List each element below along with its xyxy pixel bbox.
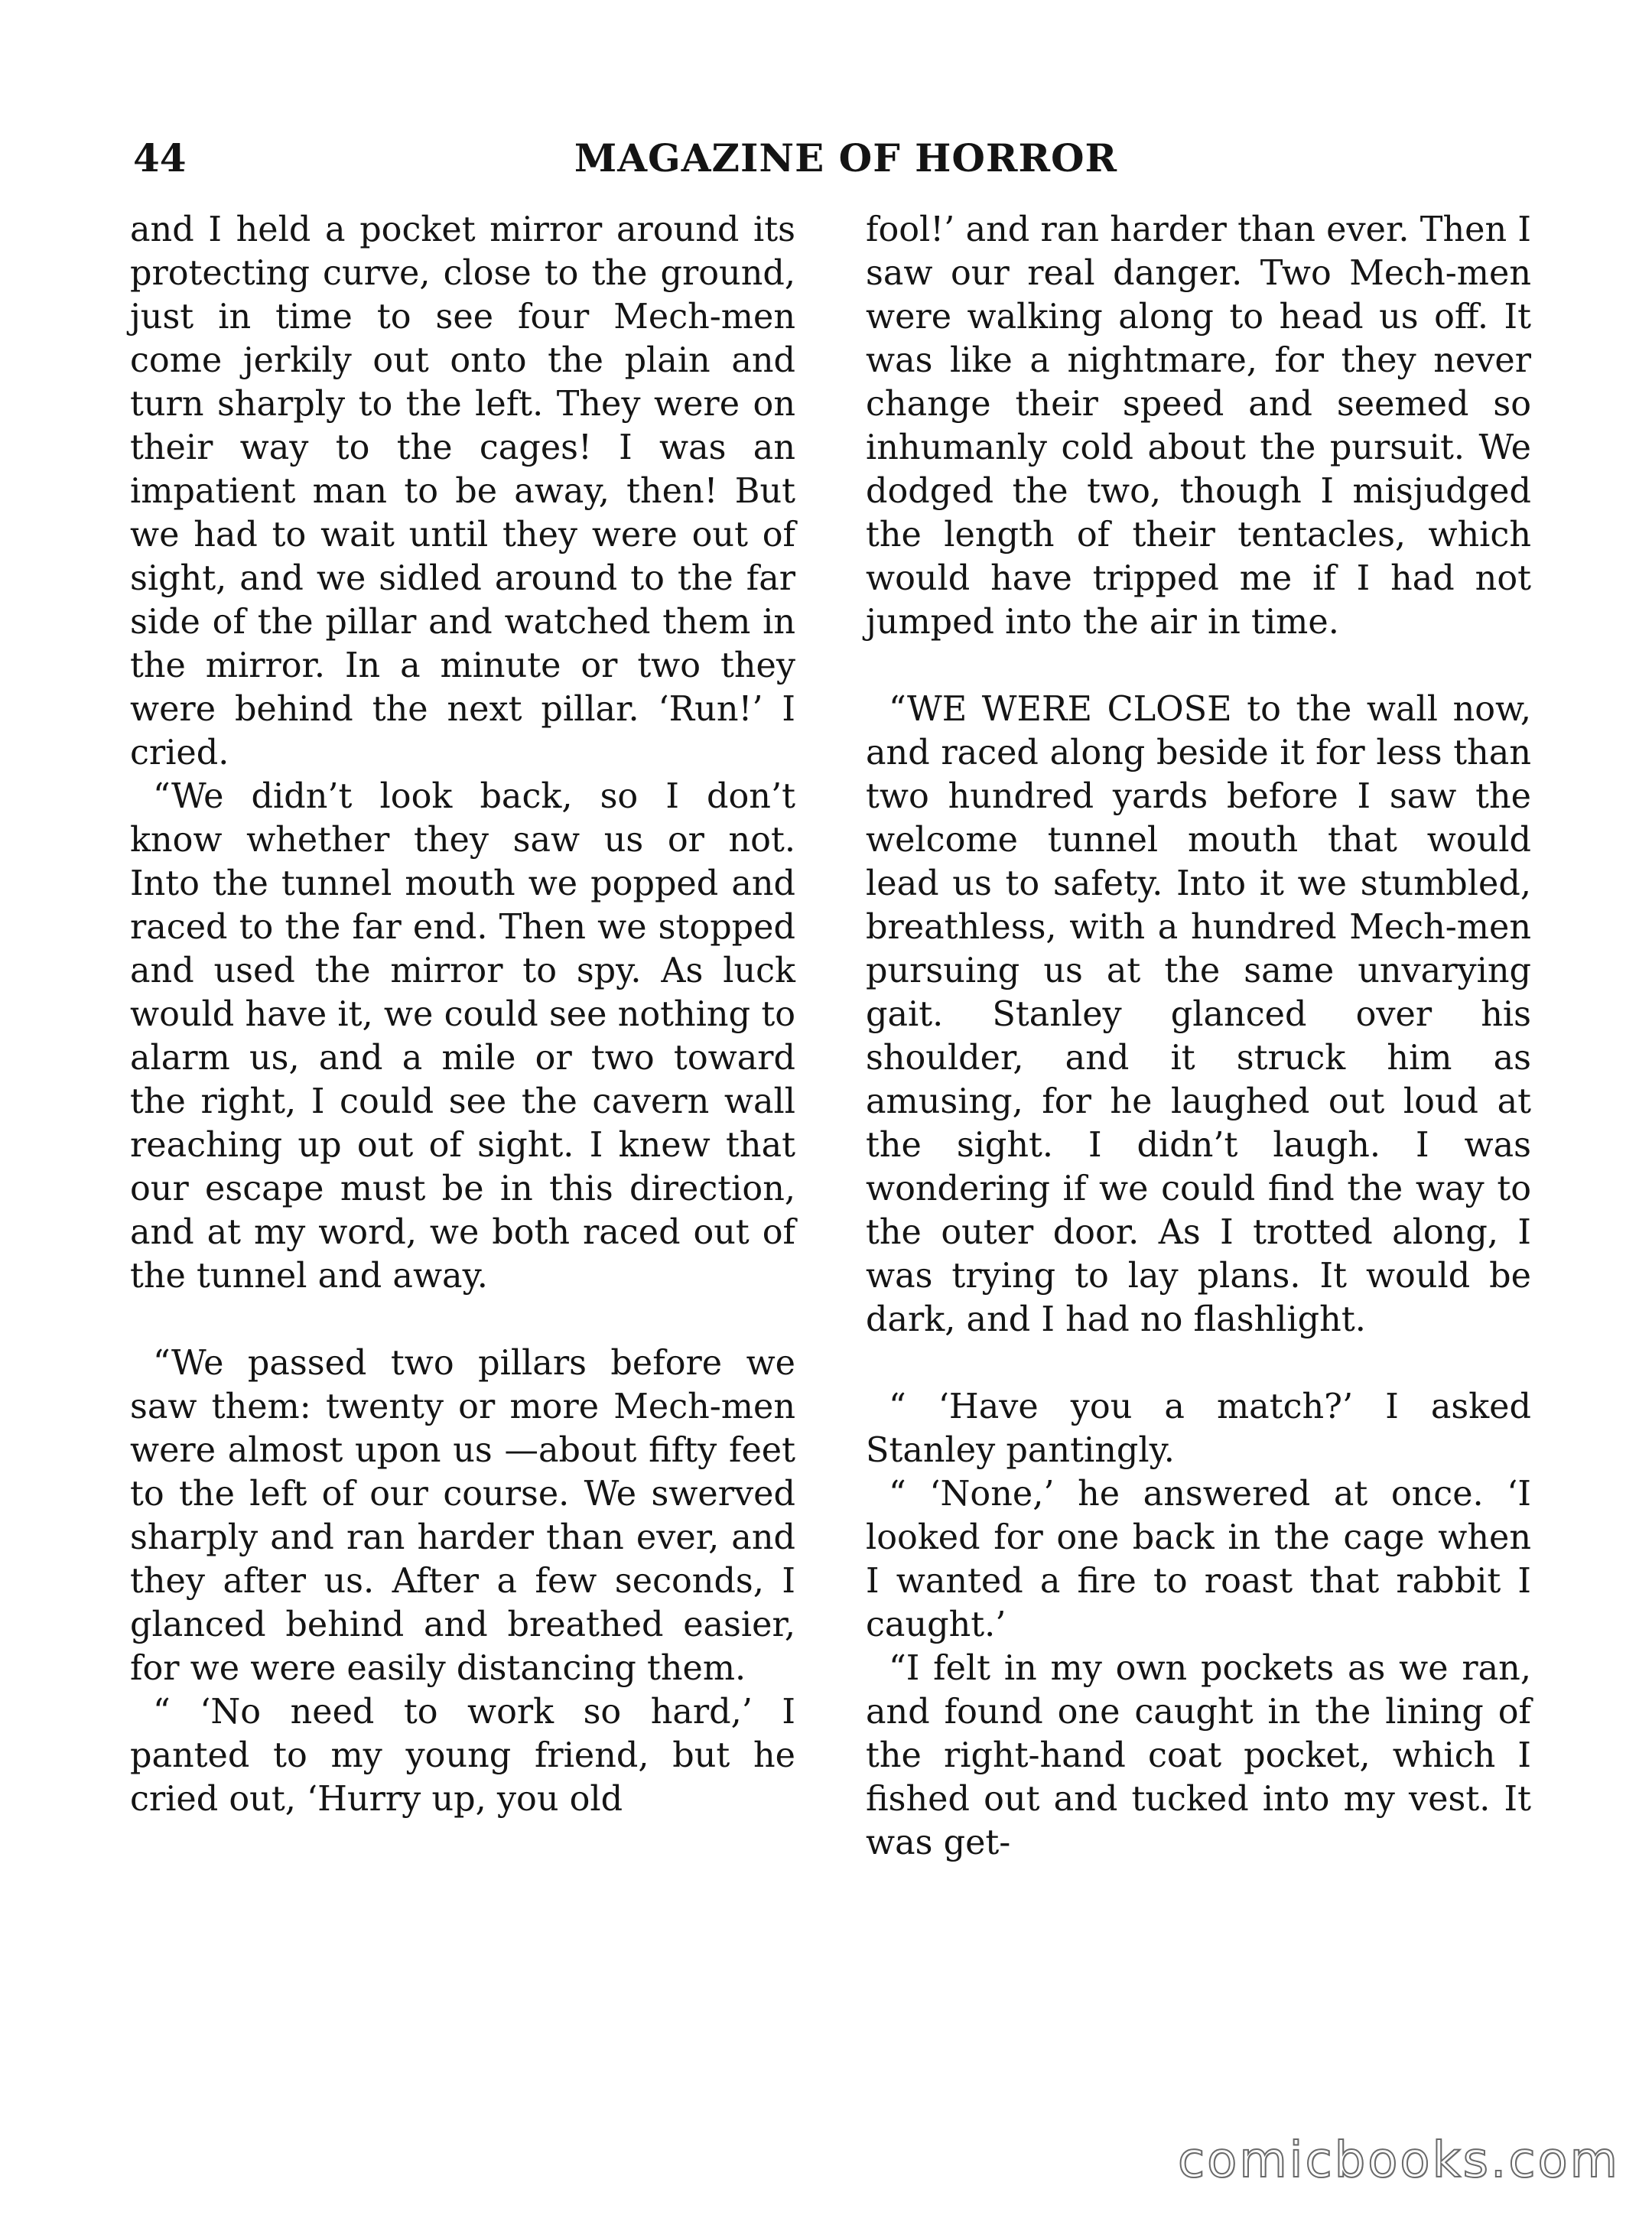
paragraph: “ ‘Have you a match?’ I asked Stanley pantingly. bbox=[866, 1387, 1531, 1470]
page-header bbox=[133, 132, 1559, 185]
paragraph: “We didn’t look back, so I don’t know whether they saw us or not. Into the tunnel mouth we popped and raced to the far end. Then we stopped and used the mirror to spy. As luck would have it, we could see nothing to alarm us, and a mile or two toward the right, I could see the cavern wall reaching up out of sight. I knew that our escape must be in this direction, and at my word, we both raced out of the tunnel and away. bbox=[130, 777, 795, 1296]
paragraph: “ ‘None,’ he answered at once. ‘I looked for one back in the cage when I wanted a fire to roast that rabbit I caught.’ bbox=[866, 1475, 1531, 1644]
page-number: 44 bbox=[133, 135, 187, 180]
paragraph: fool!’ and ran harder than ever. Then I saw our real danger. Two Mech-men were walking along to head us off. It was like a nightmare, for they never change their speed and seemed so inhumanly cold about the pursuit. We dodged the two, though I misjudged the length of their tentacles, which would have tripped me if I had not jumped into the air in time. bbox=[866, 210, 1531, 642]
paragraph: “We passed two pillars before we saw them: twenty or more Mech-men were almost upon us —about fifty feet to the left of our course. We swerved sharply and ran harder than ever, and they after us. After a few seconds, I glanced behind and breathed easier, for we were easily distancing them. bbox=[130, 1344, 795, 1688]
left-column bbox=[130, 208, 795, 1821]
watermark-logo: comicbooks.com bbox=[1177, 2132, 1620, 2189]
running-title: MAGAZINE OF HORROR bbox=[574, 135, 1118, 180]
paragraph: “WE WERE CLOSE to the wall now, and raced along beside it for less than two hundred yards before I saw the welcome tunnel mouth that would lead us to safety. Into it we stumbled, breathless, with a hundred Mech-men pursuing us at the same unvarying gait. Stanley glanced over his shoulder, and it struck him as amusing, for he laughed out loud at the sight. I didn’t laugh. I was wondering if we could find the way to the outer door. As I trotted along, I was trying to lay plans. It would be dark, and I had no flashlight. bbox=[866, 690, 1531, 1339]
paragraph: and I held a pocket mirror around its protecting curve, close to the ground, just in time to see four Mech-men come jerkily out onto the plain and turn sharply to the left. They were on their way to the cages! I was an impatient man to be away, then! But we had to wait until they were out of sight, and we sidled around to the far side of the pillar and watched them in the mirror. In a minute or two they were behind the next pillar. ‘Run!’ I cried. bbox=[130, 210, 795, 772]
paragraph: “ ‘No need to work so hard,’ I panted to my young friend, but he cried out, ‘Hurry up, you old bbox=[130, 1693, 795, 1819]
right-column bbox=[866, 208, 1531, 1865]
paragraph: “I felt in my own pockets as we ran, and found one caught in the lining of the right-hand coat pocket, which I fished out and tucked into my vest. It was get- bbox=[866, 1649, 1531, 1862]
